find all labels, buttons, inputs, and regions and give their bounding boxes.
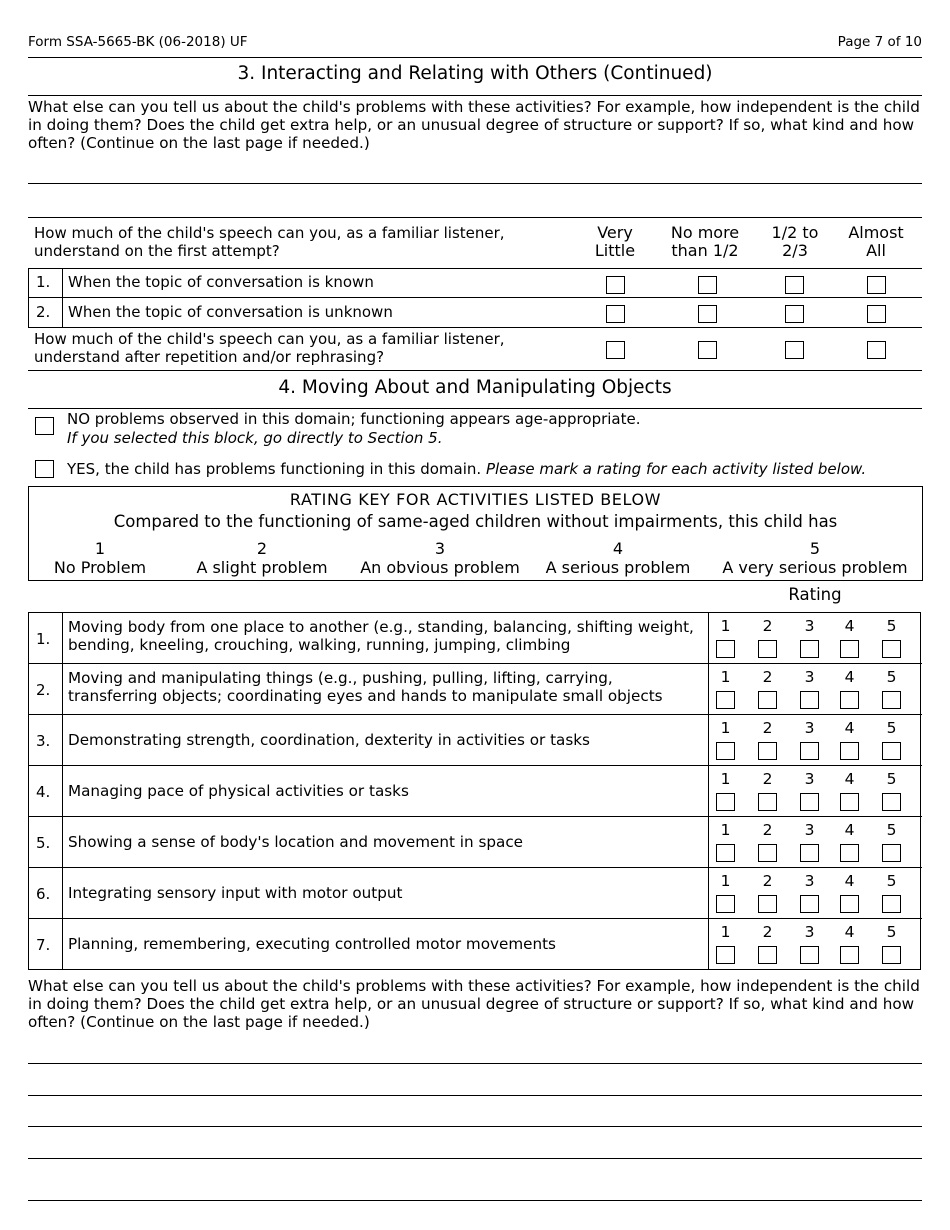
rating-2-checkbox[interactable] <box>758 895 777 913</box>
very-little-checkbox[interactable] <box>606 305 625 323</box>
row-number: 1. <box>36 273 51 291</box>
rating-2-checkbox[interactable] <box>758 946 777 964</box>
no-problems-checkbox[interactable] <box>35 417 54 435</box>
rating-number: 4 <box>844 617 855 635</box>
activity-label: Showing a sense of body's location and movement in space <box>68 833 524 851</box>
half-to-two-thirds-checkbox[interactable] <box>785 276 804 294</box>
rating-key-label: No Problem <box>53 558 147 577</box>
rating-number: 1 <box>720 872 731 890</box>
rating-3-checkbox[interactable] <box>800 844 819 862</box>
header-divider <box>28 57 922 58</box>
rating-number: 1 <box>720 923 731 941</box>
activity-label: Managing pace of physical activities or tasks <box>68 782 409 800</box>
half-to-two-thirds-checkbox[interactable] <box>785 341 804 359</box>
rating-number: 4 <box>844 770 855 788</box>
rating-number: 1 <box>720 719 731 737</box>
yes-problems-checkbox[interactable] <box>35 460 54 478</box>
speech-row-divider <box>28 327 922 328</box>
rating-1-checkbox[interactable] <box>716 895 735 913</box>
activity-row-divider <box>28 816 922 817</box>
speech-question: How much of the child's speech can you, as a familiar listener, understand on the first attempt? <box>34 224 505 260</box>
section3-prompt: What else can you tell us about the child's problems with these activities? For example, how independent is the child in doing them? Does the child get extra help, or an unusual degree of structure or support? If so, what kind and how often? (Continue on the last page if needed.) <box>28 98 920 152</box>
rating-header: Rating <box>788 585 842 604</box>
rating-4-checkbox[interactable] <box>840 844 859 862</box>
rating-3-checkbox[interactable] <box>800 895 819 913</box>
rating-3-checkbox[interactable] <box>800 691 819 709</box>
no-more-than-half-checkbox[interactable] <box>698 341 717 359</box>
activity-number: 7. <box>36 936 51 954</box>
activity-number: 6. <box>36 885 51 903</box>
rating-number: 2 <box>762 872 773 890</box>
activity-number: 4. <box>36 783 51 801</box>
rating-number: 1 <box>720 668 731 686</box>
rating-5-checkbox[interactable] <box>882 844 901 862</box>
almost-all-checkbox[interactable] <box>867 341 886 359</box>
rating-number: 2 <box>762 668 773 686</box>
rating-number: 5 <box>886 668 897 686</box>
rating-5-checkbox[interactable] <box>882 640 901 658</box>
rating-number: 3 <box>804 923 815 941</box>
rating-2-checkbox[interactable] <box>758 640 777 658</box>
no-more-than-half-checkbox[interactable] <box>698 305 717 323</box>
rating-4-checkbox[interactable] <box>840 895 859 913</box>
col-header-almost-all: Almost All <box>848 223 904 260</box>
rating-number: 5 <box>886 872 897 890</box>
rating-number: 1 <box>720 617 731 635</box>
rating-key-item-5 <box>712 539 918 577</box>
row-label: When the topic of conversation is unknown <box>68 303 393 321</box>
row-label: When the topic of conversation is known <box>68 273 374 291</box>
rating-key-item-4 <box>538 539 698 577</box>
rating-number: 3 <box>804 770 815 788</box>
activity-label: Integrating sensory input with motor output <box>68 884 403 902</box>
very-little-checkbox[interactable] <box>606 276 625 294</box>
rating-key-label: A very serious problem <box>722 558 908 577</box>
activity-row-divider <box>28 714 922 715</box>
rating-1-checkbox[interactable] <box>716 844 735 862</box>
rating-3-checkbox[interactable] <box>800 640 819 658</box>
rating-number: 1 <box>720 821 731 839</box>
speech-table-bottom <box>28 370 922 371</box>
col-header-half-to-two-thirds: 1/2 to 2/3 <box>771 223 819 260</box>
section4-answer-line-2[interactable] <box>28 1072 922 1096</box>
repetition-question: How much of the child's speech can you, as a familiar listener, understand after repetition and/or rephrasing? <box>34 330 505 366</box>
rating-number: 5 <box>886 770 897 788</box>
rating-2-checkbox[interactable] <box>758 691 777 709</box>
rating-number: 5 <box>886 821 897 839</box>
rating-key-item-2 <box>187 539 337 577</box>
rating-1-checkbox[interactable] <box>716 946 735 964</box>
rating-key-item-1 <box>40 539 160 577</box>
rating-key-num: 4 <box>612 539 624 558</box>
rating-number: 1 <box>720 770 731 788</box>
yes-problems-note: Please mark a rating for each activity listed below. <box>485 460 867 478</box>
rating-number: 3 <box>804 719 815 737</box>
activity-number: 3. <box>36 732 51 750</box>
rating-4-checkbox[interactable] <box>840 946 859 964</box>
rating-key-subtitle: Compared to the functioning of same-aged children without impairments, this child has <box>113 512 838 531</box>
almost-all-checkbox[interactable] <box>867 276 886 294</box>
rating-5-checkbox[interactable] <box>882 895 901 913</box>
rating-number: 4 <box>844 821 855 839</box>
rating-number: 5 <box>886 719 897 737</box>
yes-problems-label: YES, the child has problems functioning in this domain. <box>67 460 482 478</box>
rating-key-item-3 <box>355 539 525 577</box>
speech-table-top <box>28 217 922 218</box>
very-little-checkbox[interactable] <box>606 341 625 359</box>
section4-title: 4. Moving About and Manipulating Objects <box>278 377 672 398</box>
section3-title-divider <box>28 95 922 96</box>
rating-key-label: An obvious problem <box>360 558 520 577</box>
rating-3-checkbox[interactable] <box>800 793 819 811</box>
row-number: 2. <box>36 303 51 321</box>
rating-4-checkbox[interactable] <box>840 742 859 760</box>
section4-prompt: What else can you tell us about the child's problems with these activities? For example, how independent is the child in doing them? Does the child get extra help, or an unusual degree of structure or support? If so, what kind and how often? (Continue on the last page if needed.) <box>28 977 920 1031</box>
rating-3-checkbox[interactable] <box>800 742 819 760</box>
rating-key-num: 3 <box>434 539 446 558</box>
rating-key-num: 2 <box>256 539 268 558</box>
no-problems-note: If you selected this block, go directly to Section 5. <box>67 429 443 447</box>
rating-number: 4 <box>844 872 855 890</box>
rating-key-num: 1 <box>94 539 106 558</box>
rating-number: 4 <box>844 719 855 737</box>
rating-number: 2 <box>762 719 773 737</box>
rating-5-checkbox[interactable] <box>882 742 901 760</box>
speech-row-divider <box>28 297 922 298</box>
rating-4-checkbox[interactable] <box>840 691 859 709</box>
rating-1-checkbox[interactable] <box>716 742 735 760</box>
activity-row-divider <box>28 867 922 868</box>
half-to-two-thirds-checkbox[interactable] <box>785 305 804 323</box>
activity-label: Planning, remembering, executing controlled motor movements <box>68 935 556 953</box>
rating-number: 3 <box>804 821 815 839</box>
rating-number: 5 <box>886 923 897 941</box>
rating-5-checkbox[interactable] <box>882 691 901 709</box>
rating-1-checkbox[interactable] <box>716 793 735 811</box>
rating-number: 2 <box>762 821 773 839</box>
activity-label: Moving and manipulating things (e.g., pushing, pulling, lifting, carrying, transferring objects; coordinating eyes and hands to manipulate small objects <box>68 669 663 705</box>
activity-label: Moving body from one place to another (e.g., standing, balancing, shifting weight, bending, kneeling, crouching, walking, running, jumping, climbing <box>68 618 694 654</box>
section4-answer-line-1[interactable] <box>28 1040 922 1064</box>
rating-2-checkbox[interactable] <box>758 742 777 760</box>
rating-number: 3 <box>804 872 815 890</box>
rating-1-checkbox[interactable] <box>716 640 735 658</box>
activities-rating-divider <box>708 612 709 970</box>
rating-number: 2 <box>762 923 773 941</box>
rating-key-num: 5 <box>809 539 821 558</box>
rating-3-checkbox[interactable] <box>800 946 819 964</box>
activity-row-divider <box>28 918 922 919</box>
activities-num-divider <box>62 612 63 970</box>
rating-1-checkbox[interactable] <box>716 691 735 709</box>
rating-number: 4 <box>844 668 855 686</box>
rating-number: 3 <box>804 617 815 635</box>
rating-2-checkbox[interactable] <box>758 844 777 862</box>
activity-number: 2. <box>36 681 51 699</box>
section4-answer-line-3[interactable] <box>28 1103 922 1127</box>
rating-key-label: A serious problem <box>545 558 691 577</box>
rating-number: 2 <box>762 770 773 788</box>
yes-problems-text <box>67 460 866 478</box>
rating-4-checkbox[interactable] <box>840 793 859 811</box>
rating-number: 4 <box>844 923 855 941</box>
activity-row-divider <box>28 765 922 766</box>
activity-label: Demonstrating strength, coordination, dexterity in activities or tasks <box>68 731 590 749</box>
page-number: Page 7 of 10 <box>837 34 922 50</box>
rating-number: 2 <box>762 617 773 635</box>
activity-number: 5. <box>36 834 51 852</box>
rating-key-label: A slight problem <box>196 558 328 577</box>
section4-answer-line-4[interactable] <box>28 1135 922 1159</box>
activity-number: 1. <box>36 630 51 648</box>
section4-title-divider <box>28 408 922 409</box>
rating-number: 3 <box>804 668 815 686</box>
rating-5-checkbox[interactable] <box>882 793 901 811</box>
form-id: Form SSA-5665-BK (06-2018) UF <box>28 34 248 50</box>
activity-row-divider <box>28 663 922 664</box>
section3-answer-line[interactable] <box>28 160 922 184</box>
almost-all-checkbox[interactable] <box>867 305 886 323</box>
section4-answer-line-5[interactable] <box>28 1177 922 1201</box>
rating-key-title: RATING KEY FOR ACTIVITIES LISTED BELOW <box>289 490 662 509</box>
col-header-very-little: Very Little <box>594 223 636 260</box>
col-header-no-more-than-half: No more than 1/2 <box>670 223 740 260</box>
no-problems-label: NO problems observed in this domain; functioning appears age-appropriate. <box>67 410 641 428</box>
rating-number: 5 <box>886 617 897 635</box>
no-more-than-half-checkbox[interactable] <box>698 276 717 294</box>
speech-table-divider <box>28 268 922 269</box>
rating-4-checkbox[interactable] <box>840 640 859 658</box>
section3-title: 3. Interacting and Relating with Others (Continued) <box>237 63 713 84</box>
rating-2-checkbox[interactable] <box>758 793 777 811</box>
rating-5-checkbox[interactable] <box>882 946 901 964</box>
